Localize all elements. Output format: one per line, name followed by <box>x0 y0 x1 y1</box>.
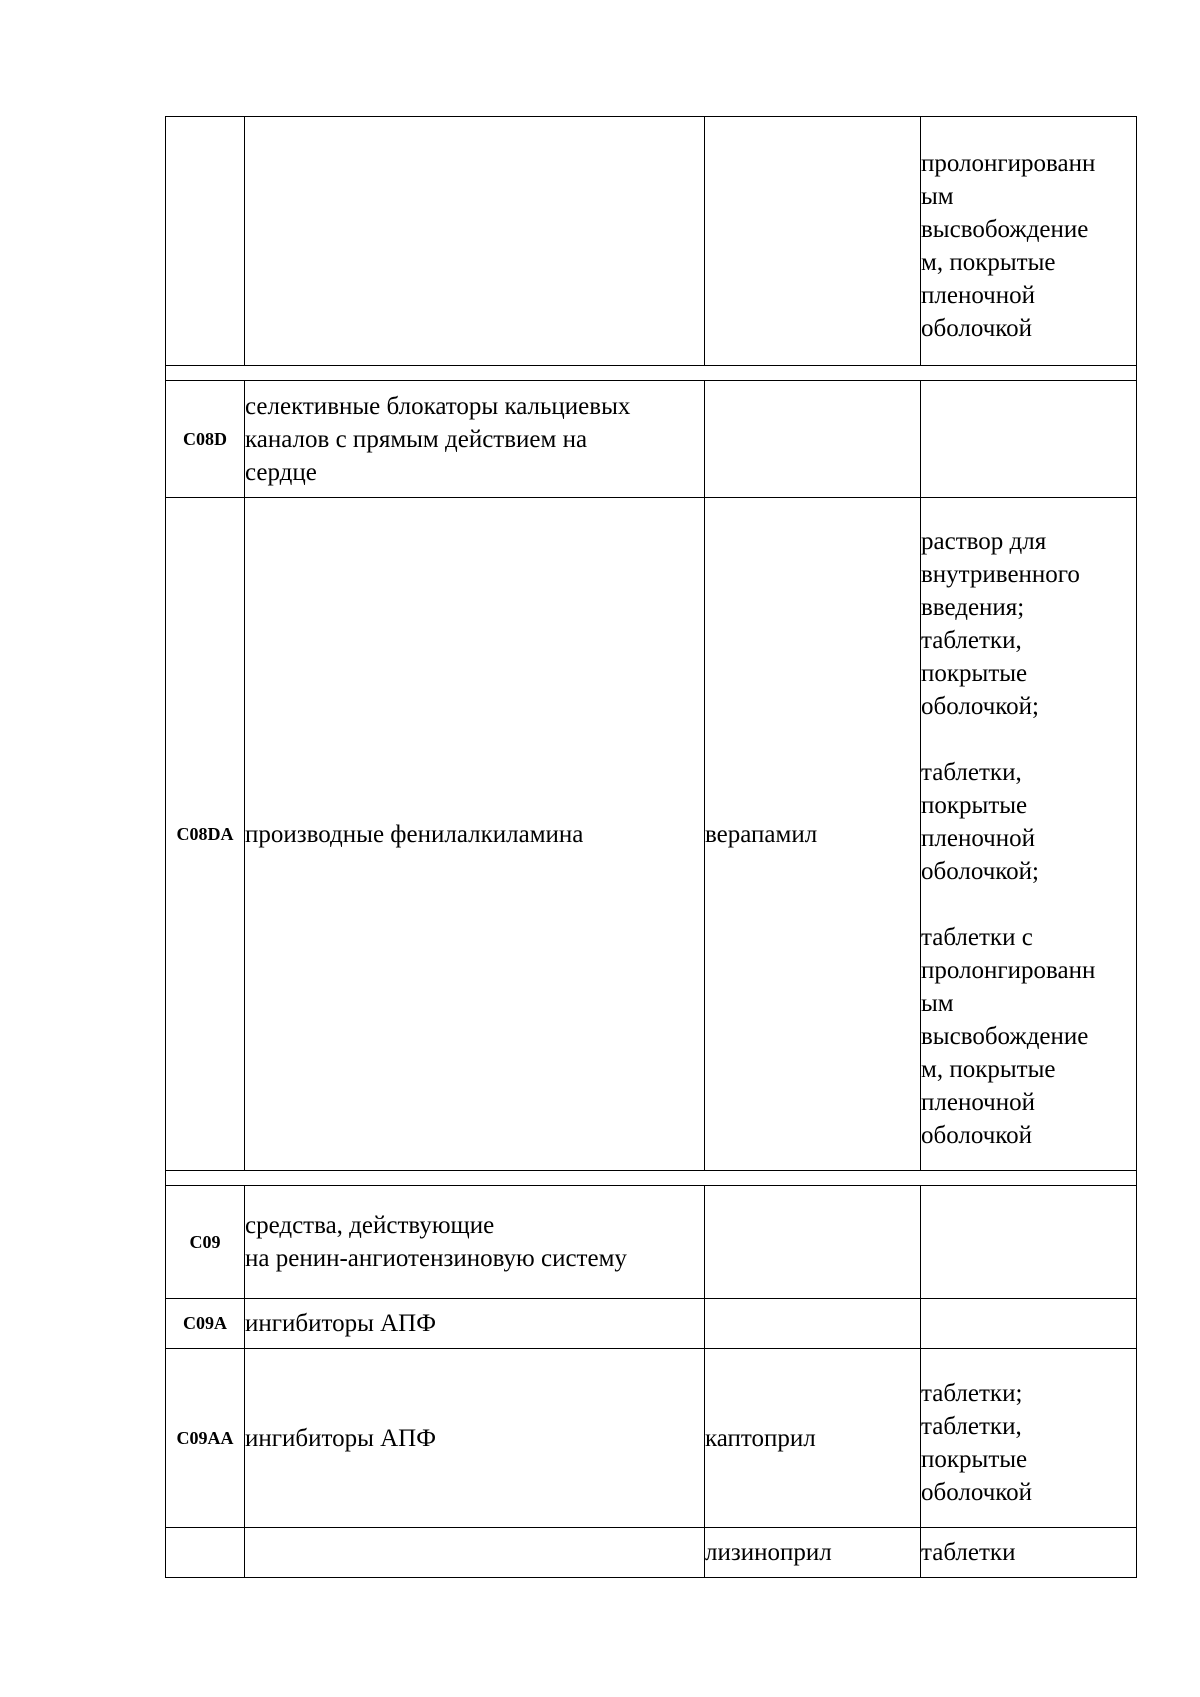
drug-name-cell <box>705 117 921 366</box>
drug-classification-table <box>165 116 1137 1578</box>
row-separator <box>166 1171 1137 1186</box>
table-row <box>166 1299 1137 1349</box>
separator-cell <box>166 1171 1137 1186</box>
row-separator <box>166 366 1137 381</box>
dosage-form-cell <box>921 117 1137 366</box>
drug-name-cell <box>705 1299 921 1349</box>
dosage-form-text: раствор для внутривенного введения; таблетки, покрытые оболочкой; таблетки, покрытые пленочной оболочкой; таблетки с пролонгированн ым высвобождение м, покрытые пленочной оболочкой <box>921 528 1096 1149</box>
atc-code-cell: C09 <box>166 1186 245 1299</box>
atc-code-cell: C08DA <box>166 498 245 1171</box>
dosage-form-cell <box>921 1186 1137 1299</box>
table-row <box>166 1186 1137 1299</box>
atc-code-cell <box>166 117 245 366</box>
dosage-form-text: пролонгированн ым высвобождение м, покрытые пленочной оболочкой <box>921 149 1096 342</box>
group-name-cell: селективные блокаторы кальциевых каналов с прямым действием на сердце <box>245 381 705 498</box>
group-name-cell <box>245 117 705 366</box>
dosage-form-cell <box>921 1349 1137 1528</box>
drug-name-cell <box>705 381 921 498</box>
group-name-cell: средства, действующие на ренин-ангиотензиновую систему <box>245 1186 705 1299</box>
table-row <box>166 117 1137 366</box>
atc-code-cell: C09AA <box>166 1349 245 1528</box>
group-name-cell: производные фенилалкиламина <box>245 498 705 1171</box>
table-row <box>166 381 1137 498</box>
table-row <box>166 1528 1137 1578</box>
drug-name-cell: лизиноприл <box>705 1528 921 1578</box>
group-name-cell: ингибиторы АПФ <box>245 1299 705 1349</box>
atc-code-cell: C09A <box>166 1299 245 1349</box>
dosage-form-cell: таблетки <box>921 1528 1137 1578</box>
group-name-cell: ингибиторы АПФ <box>245 1349 705 1528</box>
dosage-form-cell <box>921 381 1137 498</box>
table-row <box>166 1349 1137 1528</box>
separator-cell <box>166 366 1137 381</box>
table-row <box>166 498 1137 1171</box>
dosage-form-cell <box>921 498 1137 1171</box>
drug-name-cell: каптоприл <box>705 1349 921 1528</box>
dosage-form-cell <box>921 1299 1137 1349</box>
dosage-form-text: таблетки; таблетки, покрытые оболочкой <box>921 1379 1033 1506</box>
atc-code-cell <box>166 1528 245 1578</box>
group-name-cell <box>245 1528 705 1578</box>
drug-name-cell <box>705 1186 921 1299</box>
drug-name-cell: верапамил <box>705 498 921 1171</box>
atc-code-cell: C08D <box>166 381 245 498</box>
